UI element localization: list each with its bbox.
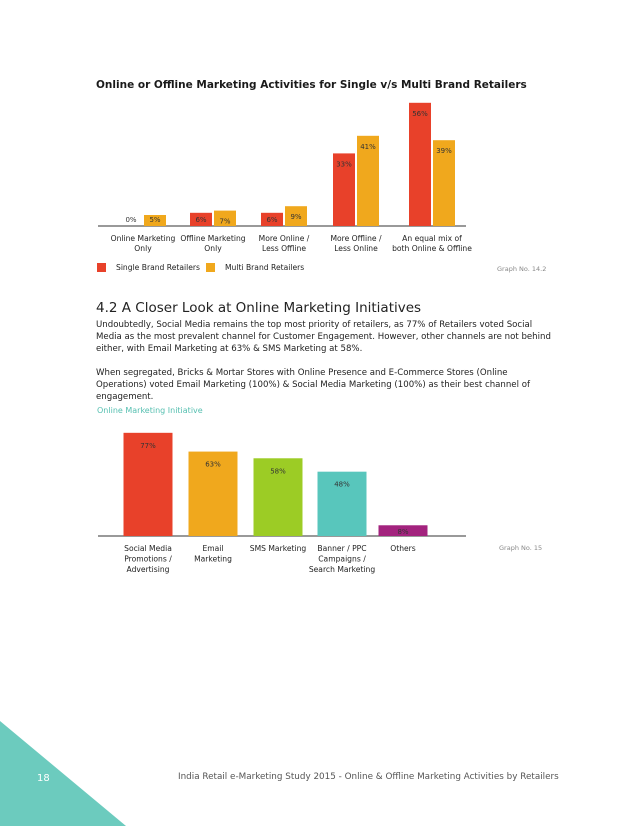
chart2-value-label-0: 77%: [140, 441, 156, 450]
chart2-category-label-0-2: Advertising: [126, 565, 170, 574]
graph-number-14-2: Graph No. 14.2: [497, 265, 547, 273]
chart1-category-label-0-1: Only: [134, 244, 152, 253]
chart2-category-label-1-1: Marketing: [194, 554, 232, 564]
chart1-category-label-3-0: More Offline /: [330, 234, 382, 243]
chart2-title: Online Marketing Initiative: [97, 406, 203, 415]
chart2-category-label-4-0: Others: [390, 544, 416, 553]
chart1-value-label-single-0: 0%: [125, 216, 137, 224]
chart1-value-label-multi-1: 7%: [219, 217, 231, 226]
chart1-category-label-4-0: An equal mix of: [402, 234, 462, 243]
footer-corner-triangle: [0, 721, 126, 826]
legend-label-single: Single Brand Retailers: [116, 263, 200, 272]
chart1-category-label-4-1: both Online & Offline: [392, 244, 472, 253]
chart1-value-label-multi-2: 9%: [290, 213, 302, 222]
chart2-category-label-1-0: Email: [202, 544, 224, 553]
chart2-value-label-4: 8%: [397, 528, 409, 536]
section-paragraph-2: When segregated, Bricks & Mortar Stores with Online Presence and E-Commerce Stores (Online Operations) voted Email Marketing (100%) & Social Media Marketing (100%) as their best channel of engagement.: [96, 368, 530, 403]
chart2-category-label-3-1: Campaigns /: [318, 554, 366, 564]
chart1-category-label-3-1: Less Online: [334, 244, 378, 253]
chart2-value-label-1: 63%: [205, 460, 221, 469]
legend-label-multi: Multi Brand Retailers: [225, 263, 305, 272]
graph-number-15: Graph No. 15: [499, 544, 543, 552]
chart2-category-label-2-0: SMS Marketing: [249, 544, 307, 553]
chart2-category-label-0-0: Social Media: [124, 544, 172, 553]
chart1-value-label-single-4: 56%: [412, 109, 428, 118]
footer-text: India Retail e-Marketing Study 2015 - Online & Offline Marketing Activities by Retailers: [178, 772, 559, 782]
chart1-title: Online or Offline Marketing Activities for Single v/s Multi Brand Retailers: [96, 79, 527, 91]
chart1-category-label-2-0: More Online /: [258, 234, 310, 243]
chart1-category-label-0-0: Online Marketing: [110, 234, 176, 243]
chart2-value-label-2: 58%: [270, 467, 286, 476]
section-paragraph-1: Undoubtedly, Social Media remains the top most priority of retailers, as 77% of Retailers voted Social Media as the most prevalent channel for Customer Engagement. However, other channels are not behind either, with Email Marketing at 63% & SMS Marketing at 58%.: [96, 320, 551, 355]
chart1-value-label-single-1: 6%: [195, 216, 207, 224]
chart1-category-label-1-0: Offline Marketing: [180, 234, 246, 243]
chart1-category-label-1-1: Only: [204, 244, 222, 253]
chart1-value-label-single-3: 33%: [336, 160, 352, 169]
chart2-value-label-3: 48%: [334, 480, 350, 489]
chart2-category-label-3-2: Search Marketing: [308, 565, 376, 574]
page-number: 18: [37, 773, 50, 784]
chart1-value-label-single-2: 6%: [266, 216, 278, 224]
chart2-category-label-0-1: Promotions /: [124, 554, 172, 564]
chart2-category-label-3-0: Banner / PPC: [317, 544, 367, 553]
chart1-value-label-multi-3: 41%: [360, 142, 376, 151]
chart1-category-label-2-1: Less Offline: [261, 244, 307, 253]
chart1-value-label-multi-0: 5%: [149, 216, 161, 224]
chart1-value-label-multi-4: 39%: [436, 147, 452, 156]
section-heading: 4.2 A Closer Look at Online Marketing Initiatives: [96, 300, 422, 316]
